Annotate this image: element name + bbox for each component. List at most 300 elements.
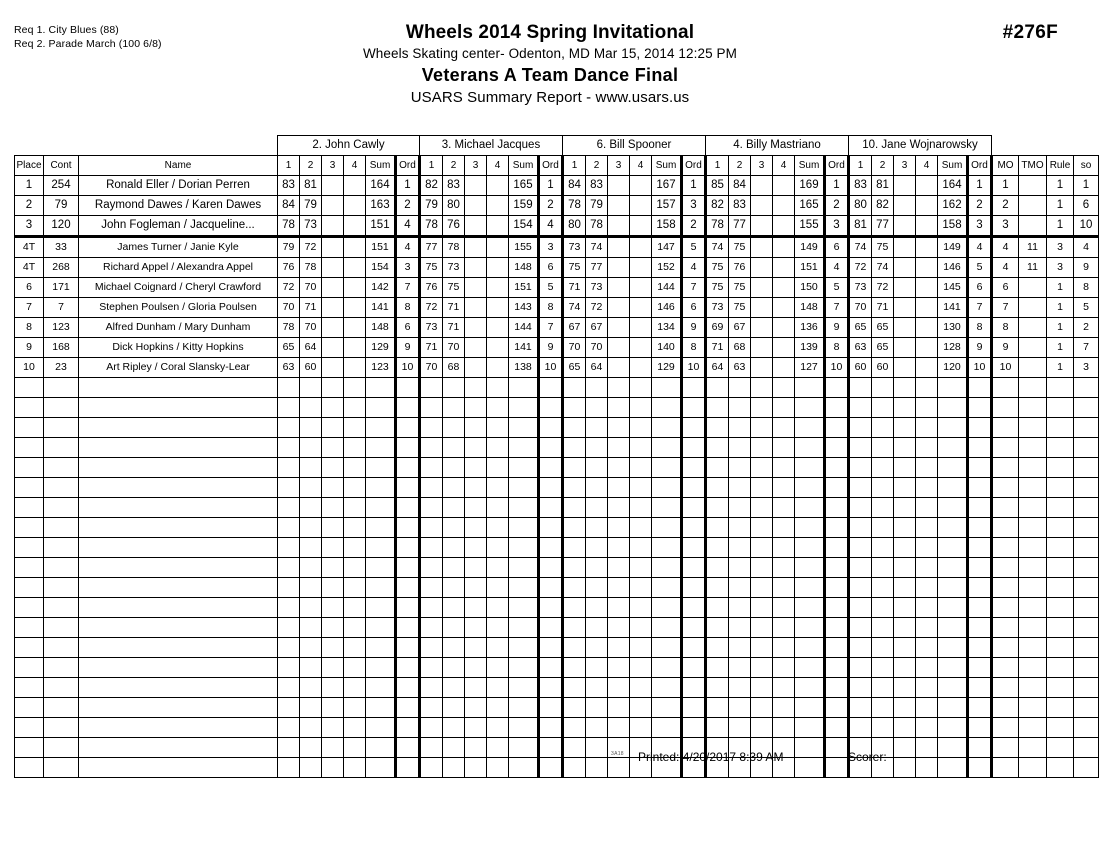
cell-empty [849, 638, 872, 658]
cell-empty [344, 378, 366, 398]
cell-empty [1047, 598, 1074, 618]
cell-empty [465, 618, 487, 638]
cell-empty [322, 478, 344, 498]
cell-judge-4-score-1: 75 [706, 278, 729, 298]
cell-empty [751, 538, 773, 558]
cell-empty [894, 578, 916, 598]
cell-empty [992, 678, 1019, 698]
cell-empty [79, 498, 278, 518]
cell-empty [44, 378, 79, 398]
cell-empty [630, 658, 652, 678]
cell-empty [795, 478, 825, 498]
cell-empty [1074, 578, 1099, 598]
cell-so: 8 [1074, 278, 1099, 298]
cell-empty [443, 498, 465, 518]
cell-empty [487, 398, 509, 418]
cell-empty [1019, 518, 1047, 538]
cell-empty [968, 738, 992, 758]
cell-empty [586, 558, 608, 578]
table-row-empty [15, 578, 1099, 598]
cell-empty [1074, 378, 1099, 398]
cell-empty [300, 718, 322, 738]
cell-empty [1074, 738, 1099, 758]
cell-empty [729, 718, 751, 738]
table-row [15, 237, 1099, 258]
cell-empty [278, 678, 300, 698]
cell-empty [539, 678, 563, 698]
cell-empty [539, 638, 563, 658]
cell-empty [916, 658, 938, 678]
cell-empty [682, 458, 706, 478]
cell-judge-4-sum: 155 [795, 216, 825, 237]
cell-empty [773, 458, 795, 478]
cell-empty [652, 718, 682, 738]
cell-empty [487, 738, 509, 758]
table-row [15, 278, 1099, 298]
cell-empty [608, 538, 630, 558]
cell-empty [630, 438, 652, 458]
cell-empty [300, 678, 322, 698]
cell-judge-1-score-2: 70 [300, 278, 322, 298]
cell-judge-2-sum: 165 [509, 176, 539, 196]
cell-judge-4-score-3 [751, 196, 773, 216]
table-row-empty [15, 618, 1099, 638]
table-row [15, 298, 1099, 318]
cell-empty [729, 678, 751, 698]
cell-empty [465, 598, 487, 618]
cell-empty [443, 478, 465, 498]
cell-judge-5-sum: 120 [938, 358, 968, 378]
cell-empty [729, 598, 751, 618]
cell-judge-1-score-3 [322, 237, 344, 258]
cell-empty [79, 558, 278, 578]
cell-empty [894, 438, 916, 458]
cell-judge-2-ord: 10 [539, 358, 563, 378]
cell-judge-1-score-2: 73 [300, 216, 322, 237]
cell-judge-1-sum: 163 [366, 196, 396, 216]
cell-empty [630, 478, 652, 498]
cell-empty [79, 418, 278, 438]
cell-empty [586, 758, 608, 778]
cell-judge-2-sum: 155 [509, 237, 539, 258]
cell-empty [1019, 658, 1047, 678]
cell-empty [563, 578, 586, 598]
cell-empty [795, 758, 825, 778]
cell-mo: 2 [992, 196, 1019, 216]
cell-empty [44, 478, 79, 498]
cell-judge-1-ord: 1 [396, 176, 420, 196]
cell-judge-4-score-3 [751, 358, 773, 378]
cell-empty [795, 398, 825, 418]
cell-empty [300, 698, 322, 718]
cell-empty [968, 498, 992, 518]
cell-judge-5-sum: 149 [938, 237, 968, 258]
cell-empty [916, 438, 938, 458]
cell-empty [1047, 398, 1074, 418]
cell-judge-2-ord: 8 [539, 298, 563, 318]
cell-empty [79, 698, 278, 718]
cell-empty [706, 378, 729, 398]
cell-empty [465, 638, 487, 658]
cell-empty [608, 638, 630, 658]
cell-judge-5-ord: 5 [968, 258, 992, 278]
cell-judge-2-sum: 143 [509, 298, 539, 318]
table-row-empty [15, 418, 1099, 438]
cell-judge-5-score-2: 71 [872, 298, 894, 318]
cell-empty [706, 418, 729, 438]
cell-judge-4-score-1: 78 [706, 216, 729, 237]
cell-judge-3-score-4 [630, 258, 652, 278]
judge-banner-row [15, 136, 1099, 156]
cell-empty [15, 458, 44, 478]
cell-empty [938, 478, 968, 498]
cell-empty [465, 378, 487, 398]
cell-judge-3-score-1: 73 [563, 237, 586, 258]
cell-empty [366, 438, 396, 458]
header-judge-4-ord: Ord [825, 156, 849, 176]
cell-judge-2-score-4 [487, 216, 509, 237]
cell-empty [396, 638, 420, 658]
cell-empty [682, 378, 706, 398]
cell-so: 5 [1074, 298, 1099, 318]
cell-empty [773, 398, 795, 418]
cell-judge-5-score-2: 72 [872, 278, 894, 298]
cell-empty [15, 378, 44, 398]
cell-empty [396, 658, 420, 678]
cell-empty [366, 658, 396, 678]
cell-judge-5-score-4 [916, 176, 938, 196]
cell-empty [968, 538, 992, 558]
cell-empty [630, 558, 652, 578]
cell-judge-3-score-1: 67 [563, 318, 586, 338]
cell-empty [608, 398, 630, 418]
cell-judge-4-sum: 150 [795, 278, 825, 298]
cell-empty [465, 478, 487, 498]
cell-empty [872, 418, 894, 438]
cell-judge-1-score-1: 70 [278, 298, 300, 318]
cell-empty [992, 518, 1019, 538]
cell-empty [396, 478, 420, 498]
cell-empty [300, 558, 322, 578]
cell-empty [396, 498, 420, 518]
cell-empty [344, 758, 366, 778]
cell-judge-3-score-3 [608, 258, 630, 278]
cell-empty [15, 738, 44, 758]
cell-judge-2-score-3 [465, 258, 487, 278]
cell-empty [300, 658, 322, 678]
cell-judge-4-score-4 [773, 258, 795, 278]
cell-judge-4-score-2: 75 [729, 298, 751, 318]
cell-empty [396, 538, 420, 558]
cell-empty [894, 718, 916, 738]
cell-empty [630, 398, 652, 418]
table-row-empty [15, 378, 1099, 398]
cell-empty [630, 458, 652, 478]
cell-empty [968, 758, 992, 778]
cell-name: Alfred Dunham / Mary Dunham [79, 318, 278, 338]
cell-empty [872, 698, 894, 718]
cell-empty [872, 398, 894, 418]
cell-empty [682, 538, 706, 558]
cell-judge-3-score-4 [630, 298, 652, 318]
cell-mo: 1 [992, 176, 1019, 196]
cell-empty [420, 718, 443, 738]
cell-empty [652, 698, 682, 718]
cell-judge-1-ord: 4 [396, 237, 420, 258]
cell-empty [420, 378, 443, 398]
cell-empty [15, 758, 44, 778]
cell-empty [563, 678, 586, 698]
event-code: #276F [1002, 22, 1058, 43]
cell-judge-1-score-4 [344, 196, 366, 216]
header-judge-1-ord: Ord [396, 156, 420, 176]
cell-empty [916, 638, 938, 658]
cell-empty [79, 518, 278, 538]
cell-empty [894, 418, 916, 438]
cell-empty [825, 758, 849, 778]
cell-empty [1019, 478, 1047, 498]
cell-empty [938, 498, 968, 518]
table-row [15, 216, 1099, 237]
cell-empty [849, 478, 872, 498]
cell-empty [443, 578, 465, 598]
cell-judge-2-ord: 3 [539, 237, 563, 258]
cell-judge-4-score-2: 68 [729, 338, 751, 358]
cell-judge-2-score-1: 72 [420, 298, 443, 318]
cell-judge-4-score-4 [773, 358, 795, 378]
cell-judge-1-score-3 [322, 298, 344, 318]
cell-empty [729, 398, 751, 418]
cell-empty [322, 418, 344, 438]
cell-judge-5-score-3 [894, 237, 916, 258]
cell-place: 3 [15, 216, 44, 237]
cell-empty [1074, 718, 1099, 738]
cell-judge-4-score-2: 67 [729, 318, 751, 338]
cell-judge-4-score-4 [773, 176, 795, 196]
cell-empty [825, 698, 849, 718]
cell-empty [992, 618, 1019, 638]
cell-judge-3-score-3 [608, 298, 630, 318]
cell-judge-5-score-1: 60 [849, 358, 872, 378]
cell-empty [630, 618, 652, 638]
cell-judge-1-ord: 4 [396, 216, 420, 237]
cell-empty [1047, 718, 1074, 738]
cell-empty [872, 438, 894, 458]
cell-empty [729, 418, 751, 438]
cell-empty [539, 498, 563, 518]
cell-empty [849, 498, 872, 518]
cell-empty [586, 498, 608, 518]
cell-mo: 6 [992, 278, 1019, 298]
cell-judge-4-score-1: 64 [706, 358, 729, 378]
cell-empty [396, 438, 420, 458]
cell-judge-2-score-4 [487, 176, 509, 196]
cell-empty [278, 718, 300, 738]
cell-cont: 168 [44, 338, 79, 358]
cell-empty [652, 458, 682, 478]
cell-judge-4-score-1: 85 [706, 176, 729, 196]
cell-empty [487, 378, 509, 398]
cell-empty [366, 418, 396, 438]
cell-empty [509, 578, 539, 598]
cell-empty [773, 698, 795, 718]
cell-empty [795, 698, 825, 718]
report-header [0, 22, 1100, 108]
cell-empty [795, 438, 825, 458]
cell-judge-3-score-1: 74 [563, 298, 586, 318]
cell-empty [751, 418, 773, 438]
cell-empty [992, 558, 1019, 578]
table-row-empty [15, 398, 1099, 418]
cell-empty [992, 698, 1019, 718]
cell-empty [1047, 578, 1074, 598]
cell-empty [872, 478, 894, 498]
cell-judge-2-ord: 4 [539, 216, 563, 237]
cell-empty [1047, 378, 1074, 398]
cell-empty [322, 638, 344, 658]
cell-empty [79, 638, 278, 658]
header-judge-4-score-2: 2 [729, 156, 751, 176]
cell-empty [1047, 498, 1074, 518]
cell-empty [849, 698, 872, 718]
cell-empty [443, 678, 465, 698]
cell-judge-2-ord: 9 [539, 338, 563, 358]
cell-empty [795, 458, 825, 478]
cell-empty [420, 418, 443, 438]
cell-empty [79, 538, 278, 558]
cell-empty [1074, 618, 1099, 638]
cell-judge-3-score-3 [608, 278, 630, 298]
cell-mo: 3 [992, 216, 1019, 237]
header-judge-1-score-4: 4 [344, 156, 366, 176]
cell-empty [278, 698, 300, 718]
cell-empty [630, 538, 652, 558]
cell-judge-3-score-1: 71 [563, 278, 586, 298]
table-row [15, 338, 1099, 358]
cell-empty [1019, 738, 1047, 758]
cell-so: 1 [1074, 176, 1099, 196]
cell-judge-1-sum: 148 [366, 318, 396, 338]
cell-judge-5-sum: 146 [938, 258, 968, 278]
cell-empty [1019, 398, 1047, 418]
cell-judge-3-score-1: 84 [563, 176, 586, 196]
cell-empty [563, 598, 586, 618]
cell-judge-2-score-3 [465, 278, 487, 298]
header-judge-2-score-3: 3 [465, 156, 487, 176]
cell-judge-3-score-4 [630, 278, 652, 298]
cell-judge-1-ord: 2 [396, 196, 420, 216]
cell-judge-4-score-2: 75 [729, 237, 751, 258]
cell-empty [278, 478, 300, 498]
cell-judge-3-score-3 [608, 237, 630, 258]
cell-empty [344, 658, 366, 678]
cell-empty [586, 538, 608, 558]
cell-empty [1047, 658, 1074, 678]
cell-empty [487, 598, 509, 618]
cell-empty [278, 738, 300, 758]
header-judge-5-score-1: 1 [849, 156, 872, 176]
header-judge-1-sum: Sum [366, 156, 396, 176]
cell-empty [79, 758, 278, 778]
cell-empty [322, 738, 344, 758]
header-judge-3-score-4: 4 [630, 156, 652, 176]
cell-place: 8 [15, 318, 44, 338]
cell-empty [278, 538, 300, 558]
cell-empty [773, 478, 795, 498]
cell-empty [344, 738, 366, 758]
cell-empty [1019, 558, 1047, 578]
cell-tmo [1019, 216, 1047, 237]
cell-empty [300, 458, 322, 478]
cell-empty [849, 518, 872, 538]
cell-empty [44, 398, 79, 418]
cell-judge-2-score-2: 68 [443, 358, 465, 378]
cell-empty [894, 558, 916, 578]
cell-empty [420, 658, 443, 678]
cell-judge-4-sum: 165 [795, 196, 825, 216]
cell-empty [773, 498, 795, 518]
cell-empty [894, 758, 916, 778]
cell-empty [773, 378, 795, 398]
cell-empty [465, 438, 487, 458]
cell-judge-3-score-3 [608, 358, 630, 378]
cell-empty [79, 658, 278, 678]
cell-empty [1074, 498, 1099, 518]
cell-so: 4 [1074, 237, 1099, 258]
cell-empty [968, 558, 992, 578]
cell-judge-2-ord: 6 [539, 258, 563, 278]
cell-judge-4-score-2: 84 [729, 176, 751, 196]
cell-empty [509, 398, 539, 418]
cell-judge-2-sum: 159 [509, 196, 539, 216]
cell-judge-1-sum: 141 [366, 298, 396, 318]
cell-empty [1019, 578, 1047, 598]
cell-rule: 1 [1047, 278, 1074, 298]
cell-empty [300, 738, 322, 758]
table-row-empty [15, 498, 1099, 518]
table-row-empty [15, 438, 1099, 458]
cell-empty [916, 518, 938, 538]
cell-empty [322, 618, 344, 638]
cell-empty [322, 498, 344, 518]
cell-judge-5-score-2: 74 [872, 258, 894, 278]
cell-empty [487, 458, 509, 478]
cell-place: 2 [15, 196, 44, 216]
cell-rule: 1 [1047, 298, 1074, 318]
cell-judge-2-score-1: 78 [420, 216, 443, 237]
cell-judge-3-sum: 146 [652, 298, 682, 318]
cell-judge-2-score-4 [487, 358, 509, 378]
cell-empty [825, 678, 849, 698]
cell-empty [278, 458, 300, 478]
cell-judge-5-sum: 158 [938, 216, 968, 237]
cell-empty [322, 538, 344, 558]
cell-empty [15, 418, 44, 438]
cell-empty [396, 518, 420, 538]
cell-judge-1-score-4 [344, 216, 366, 237]
cell-judge-1-score-3 [322, 358, 344, 378]
cell-empty [322, 438, 344, 458]
cell-judge-5-score-3 [894, 278, 916, 298]
cell-empty [849, 618, 872, 638]
cell-judge-3-ord: 5 [682, 237, 706, 258]
cell-empty [872, 378, 894, 398]
cell-judge-4-sum: 136 [795, 318, 825, 338]
cell-empty [563, 378, 586, 398]
cell-empty [344, 578, 366, 598]
cell-judge-5-score-2: 82 [872, 196, 894, 216]
cell-place: 7 [15, 298, 44, 318]
